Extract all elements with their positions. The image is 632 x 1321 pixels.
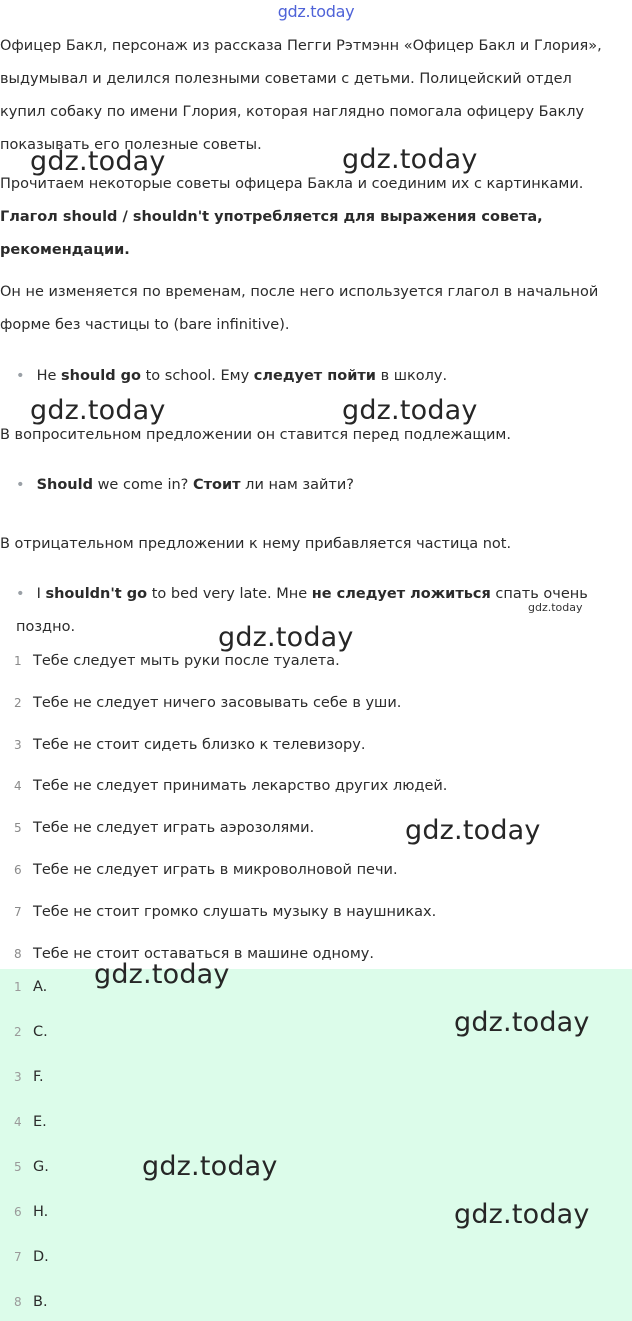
item-number: 8 <box>14 946 22 961</box>
example-bold: should go <box>61 368 141 384</box>
answer-letter: H. <box>33 1204 49 1220</box>
answer-item <box>0 1109 47 1135</box>
question-rule: В вопросительном предложении он ставится перед подлежащим. <box>0 427 511 443</box>
watermark: gdz.today <box>30 146 166 177</box>
answer-number: 2 <box>14 1025 22 1039</box>
answer-number: 8 <box>14 1295 22 1309</box>
bullet-icon: • <box>16 477 25 493</box>
intro-line: Офицер Бакл, персонаж из рассказа Пегги Рэтмэнн «Офицер Бакл и Глория», <box>0 38 602 54</box>
watermark: gdz.today <box>30 395 166 426</box>
answer-letter: A. <box>33 979 48 995</box>
example-bold: не следует ложиться <box>311 586 491 602</box>
item-number: 3 <box>14 737 22 752</box>
answer-letter: D. <box>33 1249 49 1265</box>
list-item <box>0 732 620 758</box>
answer-number: 6 <box>14 1205 22 1219</box>
list-item <box>0 857 620 883</box>
grammar-explanation <box>0 276 628 342</box>
item-text: Тебе не стоит сидеть близко к телевизору. <box>33 736 366 753</box>
negative-rule: В отрицательном предложении к нему прибавляется частица not. <box>0 536 512 552</box>
answer-item <box>0 1019 48 1045</box>
item-text: Тебе следует мыть руки после туалета. <box>33 653 340 669</box>
answer-number: 7 <box>14 1250 22 1264</box>
example-affirmative <box>16 360 616 393</box>
example-text: в школу. <box>375 368 448 384</box>
grammar-rule <box>0 201 628 267</box>
example-bold: shouldn't go <box>45 586 148 602</box>
item-text: Тебе не следует ничего засовывать себе в уши. <box>33 694 402 711</box>
intro-line: выдумывал и делился полезными советами с детьми. Полицейский отдел <box>0 71 572 87</box>
item-number: 6 <box>14 863 22 877</box>
example-text: to school. Ему <box>140 368 254 384</box>
example-text: поздно. <box>16 619 76 635</box>
answer-number: 5 <box>14 1160 22 1174</box>
answer-number: 1 <box>14 980 22 994</box>
rule-line: Глагол should / shouldn't употребляется для выражения совета, <box>0 209 543 225</box>
example-bold: Should <box>36 477 93 493</box>
answer-item <box>0 1199 48 1225</box>
example-bold: Стоит <box>193 477 241 493</box>
item-number: 2 <box>14 695 22 710</box>
site-logo[interactable]: gdz.today <box>277 2 355 21</box>
item-number: 7 <box>14 904 22 919</box>
answer-item <box>0 1154 49 1180</box>
item-text: Тебе не следует играть в микроволновой печи. <box>33 862 398 878</box>
list-item <box>0 773 620 799</box>
item-text: Тебе не стоит оставаться в машине одному. <box>33 945 374 962</box>
item-text: Тебе не следует принимать лекарство других людей. <box>33 778 448 795</box>
item-number: 1 <box>14 654 22 668</box>
example-text: He <box>36 368 61 384</box>
intro-line: показывать его полезные советы. <box>0 137 262 153</box>
watermark: gdz.today <box>528 601 583 614</box>
watermark: gdz.today <box>405 815 541 846</box>
example-bold: следует пойти <box>253 368 376 384</box>
answer-item <box>0 1244 49 1270</box>
answer-number: 4 <box>14 1115 22 1129</box>
answer-letter: F. <box>33 1069 44 1085</box>
example-text: ли нам зайти? <box>240 477 354 493</box>
bullet-icon: • <box>16 586 25 602</box>
watermark: gdz.today <box>454 1199 590 1230</box>
answer-item <box>0 974 47 1000</box>
item-number: 5 <box>14 821 22 836</box>
watermark: gdz.today <box>342 144 478 175</box>
answer-letter: E. <box>33 1114 47 1130</box>
explanation-line: форме без частицы to (bare infinitive). <box>0 317 290 333</box>
answer-letter: G. <box>33 1159 49 1175</box>
intro-paragraph <box>0 30 628 162</box>
bullet-icon: • <box>16 368 25 384</box>
answer-letter: B. <box>33 1294 48 1310</box>
answer-letter: C. <box>33 1024 48 1040</box>
rule-line: рекомендации. <box>0 242 130 258</box>
watermark: gdz.today <box>342 395 478 426</box>
item-number: 4 <box>14 779 22 794</box>
example-text: спать очень <box>490 586 588 602</box>
answer-number: 3 <box>14 1070 22 1084</box>
answer-item <box>0 1289 48 1315</box>
item-text: Тебе не следует играть аэрозолями. <box>33 820 315 837</box>
example-text: we come in? <box>92 477 193 493</box>
list-item <box>0 899 620 925</box>
example-text: I <box>36 586 46 602</box>
example-text: to bed very late. Мне <box>147 586 312 602</box>
list-item <box>0 941 620 967</box>
task-instruction: Прочитаем некоторые советы офицера Бакла и соединим их с картинками. <box>0 176 584 192</box>
example-question <box>16 469 616 502</box>
watermark: gdz.today <box>218 622 354 653</box>
list-item <box>0 690 620 716</box>
answer-item <box>0 1064 44 1090</box>
watermark: gdz.today <box>94 959 230 990</box>
item-text: Тебе не стоит громко слушать музыку в наушниках. <box>33 903 437 920</box>
watermark: gdz.today <box>142 1151 278 1182</box>
watermark: gdz.today <box>454 1007 590 1038</box>
explanation-line: Он не изменяется по временам, после него используется глагол в начальной <box>0 284 599 300</box>
intro-line: купил собаку по имени Глория, которая наглядно помогала офицеру Баклу <box>0 104 585 120</box>
